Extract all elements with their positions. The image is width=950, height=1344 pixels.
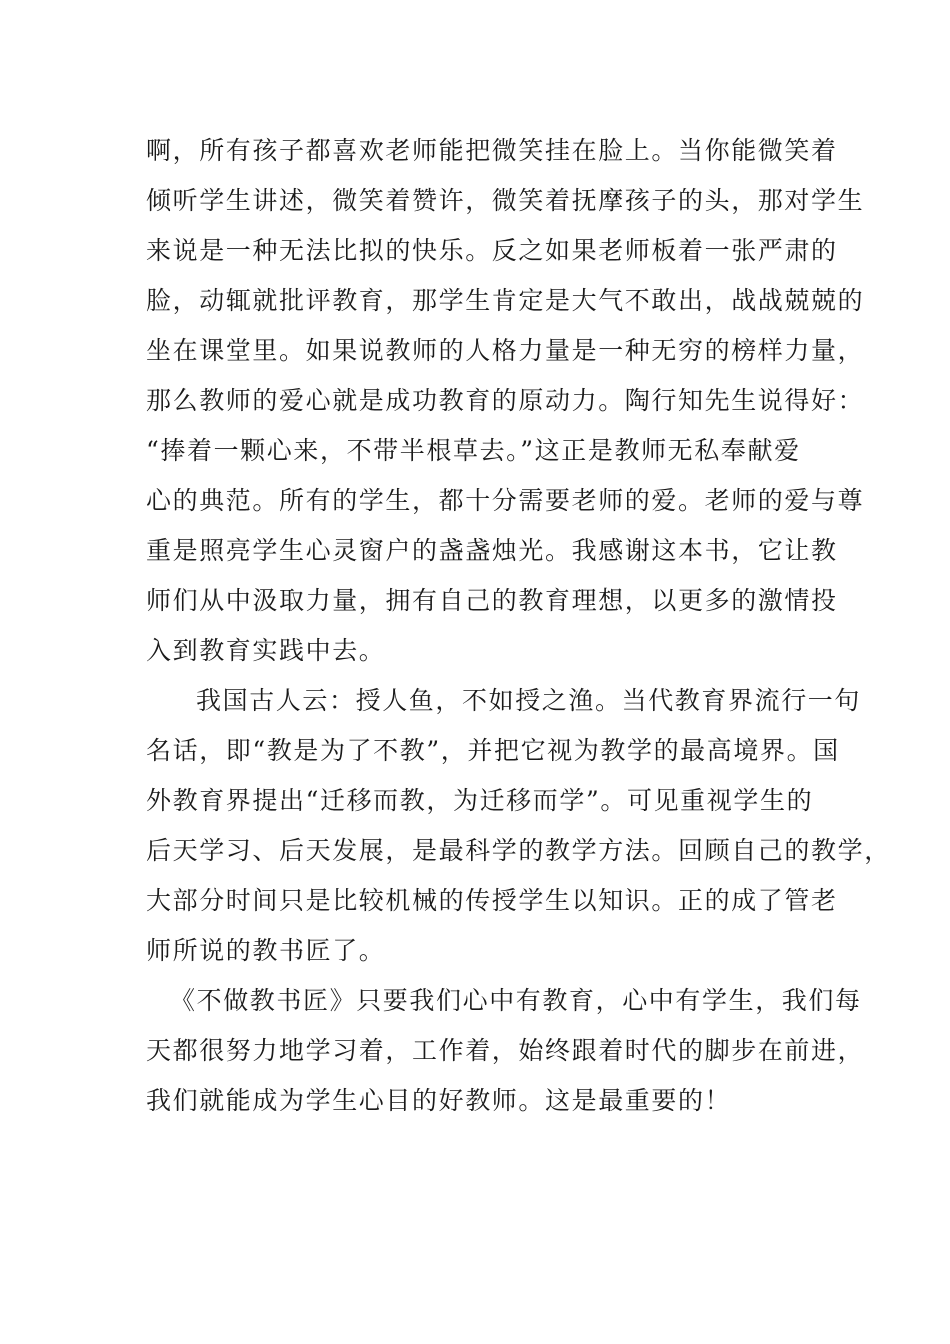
text-line-16: 大部分时间只是比较机械的传授学生以知识。正的成了管老 — [146, 886, 838, 915]
text-line-17: 师所说的教书匠了。 — [146, 936, 386, 965]
text-line-2: 倾听学生讲述，微笑着赞许，微笑着抚摩孩子的头，那对学生 — [146, 186, 865, 215]
text-line-8: 心的典范。所有的学生，都十分需要老师的爱。老师的爱与尊 — [146, 486, 865, 515]
text-line-7: “捧着一颗心来，不带半根草去。”这正是教师无私奉献爱 — [146, 436, 801, 465]
text-line-12: 我国古人云：授人鱼，不如授之渔。当代教育界流行一句 — [196, 686, 862, 715]
text-line-1: 啊，所有孩子都喜欢老师能把微笑挂在脸上。当你能微笑着 — [146, 136, 838, 165]
text-line-6: 那么教师的爱心就是成功教育的原动力。陶行知先生说得好： — [146, 386, 865, 415]
text-line-20: 我们就能成为学生心目的好教师。这是最重要的！ — [146, 1086, 732, 1115]
text-line-3: 来说是一种无法比拟的快乐。反之如果老师板着一张严肃的 — [146, 236, 838, 265]
text-line-11: 入到教育实践中去。 — [146, 636, 386, 665]
text-line-18: 《不做教书匠》只要我们心中有教育，心中有学生，我们每 — [170, 986, 862, 1015]
text-line-15: 后天学习、后天发展，是最科学的教学方法。回顾自己的教学， — [146, 836, 891, 865]
text-line-9: 重是照亮学生心灵窗户的盏盏烛光。我感谢这本书，它让教 — [146, 536, 838, 565]
text-line-10: 师们从中汲取力量，拥有自己的教育理想，以更多的激情投 — [146, 586, 838, 615]
text-line-19: 天都很努力地学习着，工作着，始终跟着时代的脚步在前进， — [146, 1036, 865, 1065]
text-line-14: 外教育界提出“迁移而教，为迁移而学”。可见重视学生的 — [146, 786, 814, 815]
text-line-13: 名话，即“教是为了不教”，并把它视为教学的最高境界。国 — [146, 736, 840, 765]
text-line-4: 脸，动辄就批评教育，那学生肯定是大气不敢出，战战兢兢的 — [146, 286, 865, 315]
text-line-5: 坐在课堂里。如果说教师的人格力量是一种无穷的榜样力量， — [146, 336, 865, 365]
